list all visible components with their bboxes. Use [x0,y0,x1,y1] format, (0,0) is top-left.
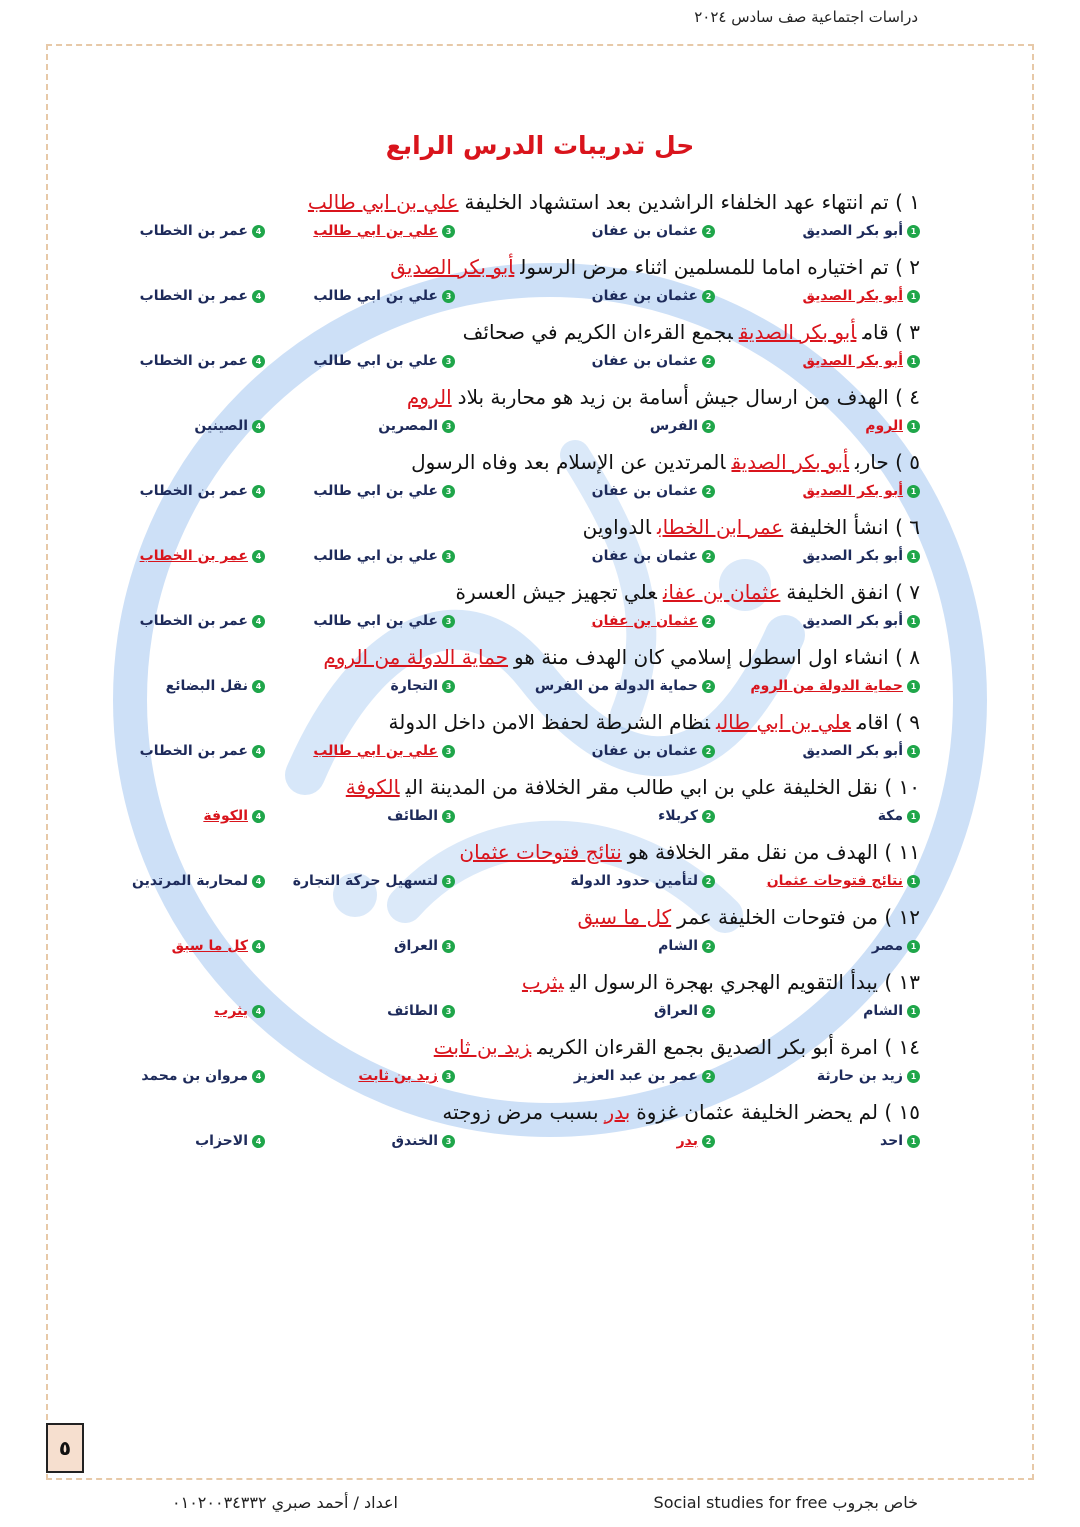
option-1 [802,483,920,499]
number-badge-icon: 4 [252,420,265,433]
question-paren: ) [888,255,910,279]
option-label: عمر بن الخطاب [139,483,248,499]
option-3 [387,808,455,824]
question-text [442,1095,920,1129]
option-4 [141,1068,265,1084]
options-row [140,808,920,834]
option-label: الخندق [391,1133,438,1149]
options-row [140,1068,920,1094]
question-number: ١٠ [898,775,920,799]
options-row [131,873,920,899]
question-paren: ) [877,1035,899,1059]
option-1 [878,808,920,824]
number-badge-icon: 1 [907,420,920,433]
answer-fill: بدر [604,1100,631,1124]
option-label: الطائف [387,808,438,824]
question-stem: تم انتهاء عهد الخلفاء الراشدين بعد استشهاد الخليفة [464,190,889,214]
options-row [140,483,920,509]
option-4 [140,613,265,629]
number-badge-icon: 1 [907,1005,920,1018]
number-badge-icon: 3 [442,1070,455,1083]
option-label: كربلاء [658,808,698,824]
option-3 [313,613,455,629]
option-label: نتائج فتوحات عثمان [766,873,903,889]
option-1 [863,1003,920,1019]
question-stem: تم اختياره اماما للمسلمين اثناء مرض الرسول [520,255,889,279]
option-label: عثمان بن عفان [591,353,698,369]
answer-fill: الكوفة [345,775,400,799]
question-stem: الهدف من نقل مقر الخلافة هو [627,840,878,864]
number-badge-icon: 2 [702,1135,715,1148]
option-2 [574,1068,715,1084]
number-badge-icon: 1 [907,940,920,953]
number-badge-icon: 1 [907,290,920,303]
option-label: أبو بكر الصديق [802,288,903,304]
question-number: ٥ [909,450,920,474]
number-badge-icon: 4 [252,1135,265,1148]
option-1 [880,1133,920,1149]
option-label: عمر بن الخطاب [139,288,248,304]
option-4 [140,548,265,564]
option-label: علي بن ابي طالب [313,223,438,239]
question-stem: اقام [856,710,889,734]
number-badge-icon: 1 [907,550,920,563]
question-item [140,640,920,705]
question-paren: ) [877,905,899,929]
number-badge-icon: 4 [252,290,265,303]
number-badge-icon: 4 [252,1070,265,1083]
number-badge-icon: 4 [252,680,265,693]
option-4 [140,223,265,239]
options-row [140,418,920,444]
question-stem: انشأ الخليفة [789,515,889,539]
number-badge-icon: 2 [702,485,715,498]
question-paren: ) [888,320,910,344]
number-badge-icon: 4 [252,225,265,238]
number-badge-icon: 4 [252,875,265,888]
option-label: عمر بن الخطاب [139,743,248,759]
number-badge-icon: 3 [442,355,455,368]
number-badge-icon: 4 [252,550,265,563]
number-badge-icon: 3 [442,420,455,433]
number-badge-icon: 3 [442,680,455,693]
option-1 [802,613,920,629]
number-badge-icon: 3 [442,550,455,563]
option-label: العراق [394,938,438,954]
option-1 [802,223,920,239]
options-row [140,678,920,704]
question-stem: انفق الخليفة [786,580,889,604]
option-label: الشام [863,1003,903,1019]
option-label: علي بن ابي طالب [313,548,438,564]
option-label: عمر بن الخطاب [139,353,248,369]
question-stem: قام [862,320,889,344]
number-badge-icon: 3 [442,810,455,823]
option-1 [802,743,920,759]
number-badge-icon: 2 [702,680,715,693]
option-label: علي بن ابي طالب [313,743,438,759]
number-badge-icon: 4 [252,810,265,823]
options-row [140,223,920,249]
question-text [340,770,920,804]
question-item [140,380,920,445]
question-item [140,575,920,640]
option-2 [535,678,715,694]
question-stem: يبدأ التقويم الهجري بهجرة الرسول الي [569,970,878,994]
question-text [317,640,920,674]
question-paren: ) [877,775,899,799]
question-stem: الهدف من ارسال جيش أسامة بن زيد هو محاربة بلاد [457,385,889,409]
option-1 [802,288,920,304]
option-label: عثمان بن عفان [591,483,698,499]
answer-fill: نتائج فتوحات عثمان [459,840,622,864]
option-3 [394,938,455,954]
question-number: ٦ [909,515,920,539]
option-label: الشام [658,938,698,954]
option-label: بدر [676,1133,698,1149]
footer-group: خاص بجروب Social studies for free [653,1493,918,1512]
options-row [140,1003,920,1029]
options-row [140,288,920,314]
question-item [140,315,920,380]
question-text [516,965,920,999]
number-badge-icon: 2 [702,1005,715,1018]
option-4 [140,288,265,304]
answer-fill: كل ما سبق [577,905,672,929]
option-label: عمر بن عبد العزيز [573,1068,698,1084]
option-4 [140,353,265,369]
question-text [572,900,921,934]
question-text [384,250,920,284]
option-label: عمر بن الخطاب [139,223,248,239]
option-4 [195,1133,265,1149]
number-badge-icon: 3 [442,875,455,888]
option-2 [677,1133,715,1149]
number-badge-icon: 1 [907,680,920,693]
question-paren: ) [888,450,910,474]
option-label: مكة [877,808,903,824]
answer-fill: عثمان بن عفان [662,580,781,604]
option-label: العراق [654,1003,698,1019]
number-badge-icon: 2 [702,550,715,563]
option-label: أبو بكر الصديق [802,743,903,759]
answer-fill: زيد بن ثابت [433,1035,532,1059]
option-3 [391,678,455,694]
option-3 [313,288,455,304]
document-header: دراسات اجتماعية صف سادس ٢٠٢٤ [694,8,918,26]
option-label: لمحاربة المرتدين [131,873,248,889]
option-label: علي بن ابي طالب [313,288,438,304]
option-4 [203,808,265,824]
number-badge-icon: 3 [442,290,455,303]
option-label: يثرب [214,1003,248,1019]
answer-fill: الروم [406,385,452,409]
option-2 [650,418,715,434]
answer-fill: أبو بكر الصديق [390,255,515,279]
footer-author: اعداد / أحمد صبري ٠١٠٢٠٠٣٤٣٣٢ [172,1493,398,1512]
option-1 [865,418,920,434]
question-paren: ) [877,840,899,864]
number-badge-icon: 4 [252,745,265,758]
question-item [140,185,920,250]
page-title: حل تدريبات الدرس الرابع [385,131,695,160]
option-4 [194,418,265,434]
question-number: ١١ [898,840,920,864]
number-badge-icon: 2 [702,875,715,888]
question-stem-end: نظام الشرطة لحفظ الامن داخل الدولة [388,710,711,734]
option-label: علي بن ابي طالب [313,613,438,629]
question-number: ٤ [909,385,920,409]
option-label: لتأمين حدود الدولة [570,873,698,889]
question-number: ٨ [909,645,920,669]
number-badge-icon: 2 [702,745,715,758]
option-4 [132,873,265,889]
page-number: ٥ [46,1423,84,1473]
number-badge-icon: 2 [702,810,715,823]
option-1 [802,353,920,369]
number-badge-icon: 4 [252,485,265,498]
number-badge-icon: 4 [252,615,265,628]
option-3 [358,1068,455,1084]
question-paren: ) [877,1100,899,1124]
question-text [428,1030,920,1064]
number-badge-icon: 1 [907,1070,920,1083]
option-label: علي بن ابي طالب [313,353,438,369]
question-stem: امرة أبو بكر الصديق بجمع القرءان الكريم [537,1035,878,1059]
option-label: عثمان بن عفان [591,223,698,239]
number-badge-icon: 4 [252,940,265,953]
option-3 [313,743,455,759]
number-badge-icon: 1 [907,875,920,888]
question-item [140,770,920,835]
number-badge-icon: 1 [907,615,920,628]
question-stem-end: المرتدين عن الإسلام بعد وفاه الرسول [411,450,726,474]
number-badge-icon: 3 [442,1005,455,1018]
number-badge-icon: 3 [442,225,455,238]
option-label: حماية الدولة من الفرس [534,678,698,694]
number-badge-icon: 3 [442,615,455,628]
question-paren: ) [877,970,899,994]
option-label: الصينين [194,418,248,434]
number-badge-icon: 2 [702,290,715,303]
answer-fill: علي بن ابي طالب [716,710,851,734]
option-1 [750,678,920,694]
question-item [140,250,920,315]
option-label: الاحزاب [195,1133,248,1149]
options-row [140,353,920,379]
option-2 [592,548,715,564]
option-label: الكوفة [203,808,248,824]
question-item [140,445,920,510]
number-badge-icon: 2 [702,1070,715,1083]
question-stem-end: الدواوين [582,515,651,539]
options-row [140,743,920,769]
question-text [389,705,920,739]
option-label: عمر بن الخطاب [139,548,248,564]
question-number: ٣ [909,320,920,344]
option-1 [767,873,920,889]
number-badge-icon: 3 [442,940,455,953]
question-paren: ) [888,645,910,669]
option-label: عمر بن الخطاب [139,613,248,629]
option-label: نقل البضائع [165,678,248,694]
question-stem: انشاء اول اسطول إسلامي كان الهدف منة هو [514,645,889,669]
question-number: ٧ [909,580,920,604]
question-text [463,315,920,349]
question-stem: من فتوحات الخليفة عمر [677,905,878,929]
options-row [140,548,920,574]
option-label: عثمان بن عفان [591,288,698,304]
number-badge-icon: 2 [702,615,715,628]
number-badge-icon: 3 [442,485,455,498]
option-2 [592,743,715,759]
question-number: ١٥ [898,1100,920,1124]
question-number: ٢ [909,255,920,279]
question-item [140,1095,920,1160]
questions-list [131,185,920,1160]
number-badge-icon: 2 [702,420,715,433]
option-3 [378,418,455,434]
option-label: عثمان بن عفان [591,743,698,759]
option-label: الفرس [649,418,698,434]
option-label: زيد بن حارثة [816,1068,903,1084]
option-label: عثمان بن عفان [591,613,698,629]
option-label: حماية الدولة من الروم [750,678,903,694]
question-item [131,835,920,900]
number-badge-icon: 1 [907,745,920,758]
number-badge-icon: 3 [442,1135,455,1148]
option-2 [592,288,715,304]
question-number: ١٢ [898,905,920,929]
question-number: ١ [909,190,920,214]
question-number: ٩ [909,710,920,734]
answer-fill: عمر ابن الخطاب [657,515,784,539]
number-badge-icon: 1 [907,355,920,368]
option-3 [313,548,455,564]
option-label: الروم [865,418,903,434]
number-badge-icon: 1 [907,810,920,823]
question-stem: حارب [855,450,889,474]
question-item [140,900,920,965]
options-row [140,613,920,639]
number-badge-icon: 3 [442,745,455,758]
option-2 [658,938,715,954]
number-badge-icon: 1 [907,485,920,498]
option-3 [313,353,455,369]
option-1 [872,938,920,954]
question-text [411,445,920,479]
number-badge-icon: 2 [702,355,715,368]
option-label: أبو بكر الصديق [802,483,903,499]
option-2 [658,808,715,824]
option-4 [172,938,265,954]
answer-fill: يثرب [521,970,564,994]
option-label: أبو بكر الصديق [802,613,903,629]
answer-fill: علي بن ابي طالب [307,190,459,214]
number-badge-icon: 2 [702,940,715,953]
question-number: ١٤ [898,1035,920,1059]
option-4 [214,1003,265,1019]
number-badge-icon: 4 [252,1005,265,1018]
option-label: مصر [871,938,903,954]
number-badge-icon: 2 [702,225,715,238]
option-2 [592,483,715,499]
option-3 [313,223,455,239]
option-3 [313,483,455,499]
question-text [583,510,920,544]
option-label: لتسهيل حركة التجارة [292,873,438,889]
number-badge-icon: 1 [907,1135,920,1148]
answer-fill: حماية الدولة من الروم [323,645,509,669]
option-label: كل ما سبق [171,938,248,954]
number-badge-icon: 1 [907,225,920,238]
question-item [140,510,920,575]
option-label: علي بن ابي طالب [313,483,438,499]
option-label: أبو بكر الصديق [802,548,903,564]
question-stem-end: بسبب مرض زوجته [442,1100,599,1124]
question-text [302,185,920,219]
option-2 [592,613,715,629]
question-text [456,575,920,609]
option-label: احد [880,1133,903,1149]
question-stem: نقل الخليفة علي بن ابي طالب مقر الخلافة من المدينة الي [405,775,878,799]
option-label: الطائف [387,1003,438,1019]
question-paren: ) [888,190,910,214]
question-paren: ) [888,580,910,604]
question-item [140,705,920,770]
option-label: أبو بكر الصديق [802,223,903,239]
question-item [140,965,920,1030]
option-4 [166,678,265,694]
option-3 [387,1003,455,1019]
answer-fill: أبو بكر الصديق [731,450,850,474]
question-item [140,1030,920,1095]
question-stem-end: بجمع القرءان الكريم في صحائف [462,320,733,344]
options-row [140,938,920,964]
question-paren: ) [888,515,910,539]
option-1 [802,548,920,564]
option-4 [140,743,265,759]
option-3 [392,1133,455,1149]
option-label: مروان بن محمد [141,1068,248,1084]
question-stem: لم يحضر الخليفة عثمان غزوة [636,1100,878,1124]
option-2 [654,1003,715,1019]
options-row [140,1133,920,1159]
question-paren: ) [888,385,910,409]
question-text [401,380,920,414]
option-1 [817,1068,920,1084]
answer-fill: أبو بكر الصديق [738,320,857,344]
option-label: عثمان بن عفان [591,548,698,564]
question-number: ١٣ [898,970,920,994]
option-3 [293,873,455,889]
option-2 [592,223,715,239]
option-label: زيد بن ثابت [358,1068,438,1084]
option-label: التجارة [390,678,438,694]
number-badge-icon: 4 [252,355,265,368]
option-label: أبو بكر الصديق [802,353,903,369]
question-paren: ) [888,710,910,734]
question-text [453,835,920,869]
option-2 [570,873,715,889]
question-stem-end: علي تجهيز جيش العسرة [455,580,657,604]
option-2 [592,353,715,369]
option-label: المصرين [378,418,438,434]
option-4 [140,483,265,499]
